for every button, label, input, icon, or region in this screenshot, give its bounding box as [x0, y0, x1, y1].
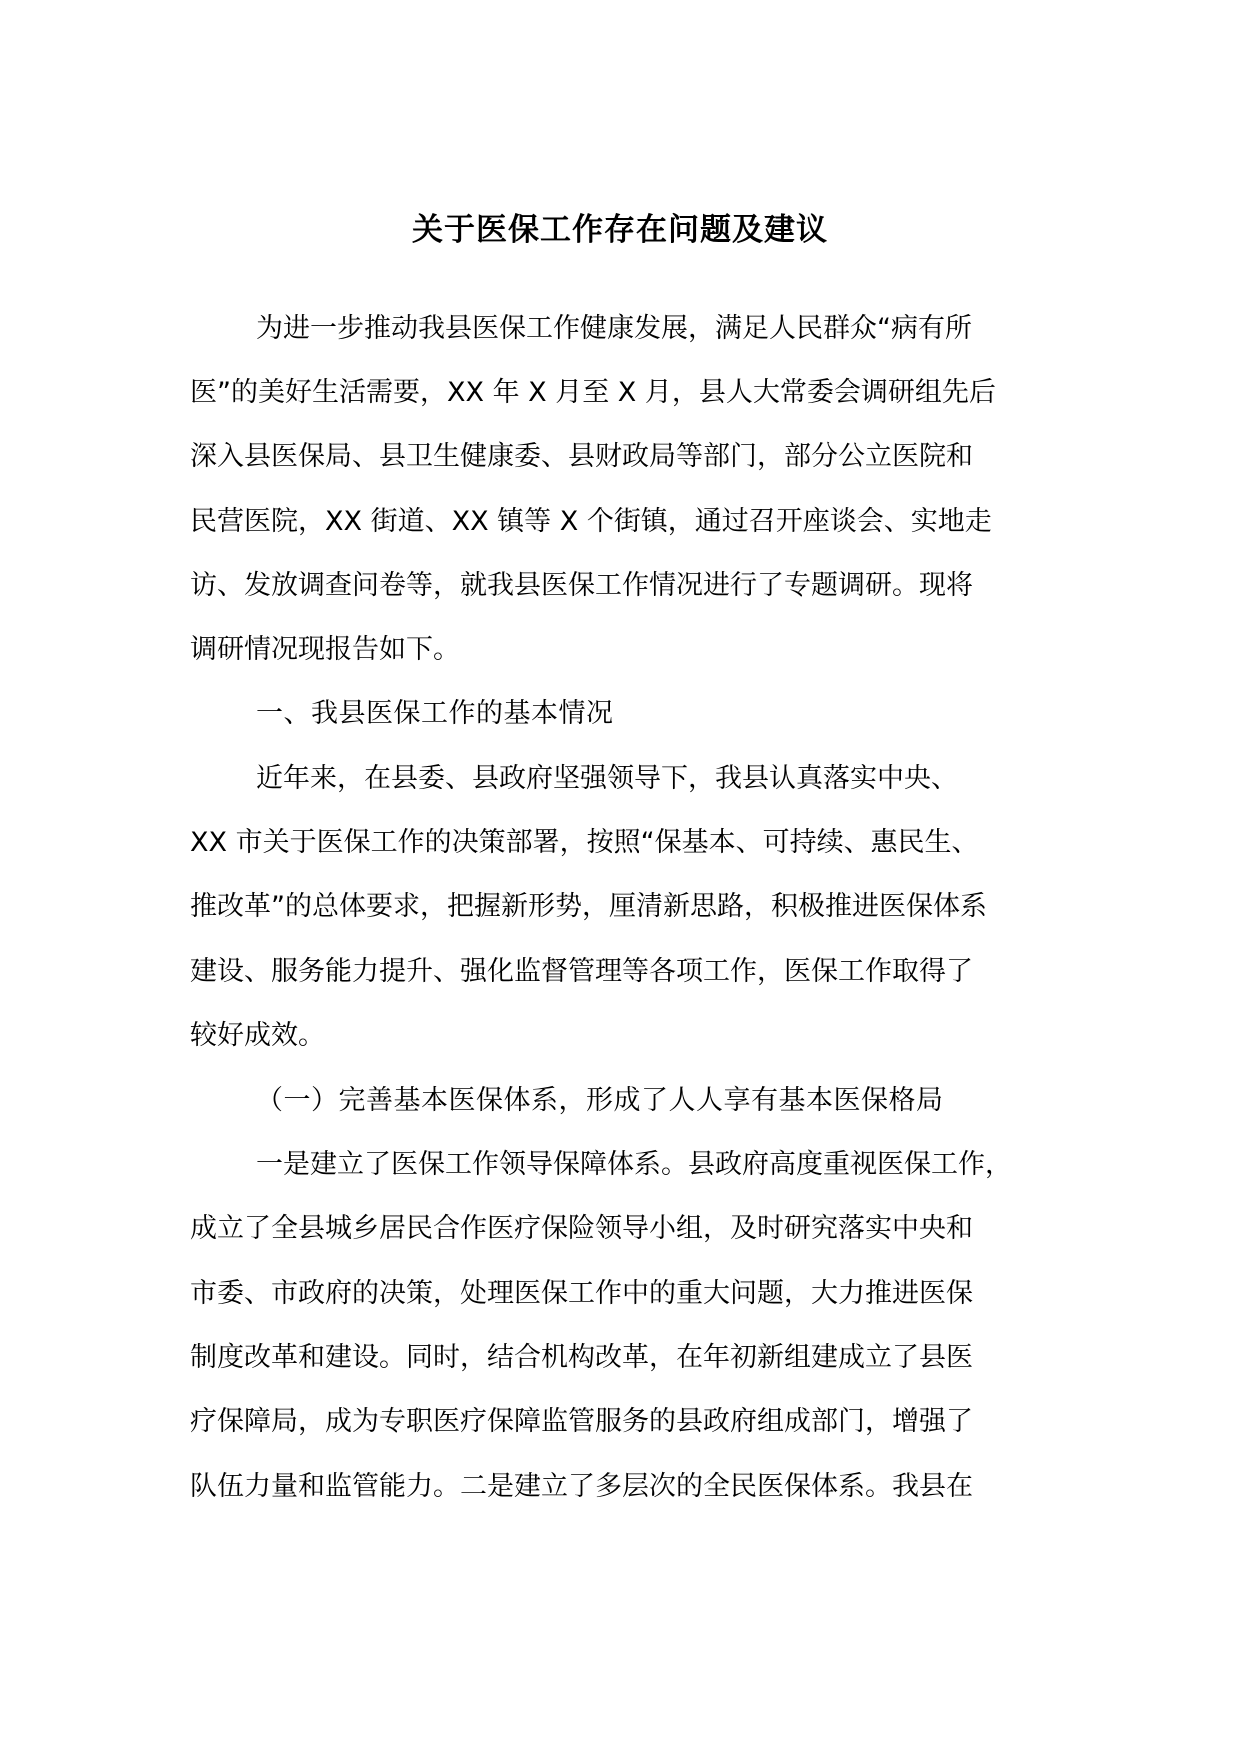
paragraph-line: 建设、服务能力提升、强化监督管理等各项工作，医保工作取得了: [190, 956, 973, 987]
paragraph-line: 制度改革和建设。同时，结合机构改革，在年初新组建成立了县医: [190, 1342, 973, 1373]
paragraph-line: 民营医院，XX 街道、XX 镇等 X 个街镇，通过召开座谈会、实地走: [190, 506, 992, 537]
paragraph-line: 医”的美好生活需要，XX 年 X 月至 X 月，县人大常委会调研组先后: [190, 377, 996, 408]
paragraph-line: 队伍力量和监管能力。二是建立了多层次的全民医保体系。我县在: [190, 1471, 973, 1502]
paragraph-line: 近年来，在县委、县政府坚强领导下，我县认真落实中央、: [256, 763, 958, 794]
paragraph-line: 成立了全县城乡居民合作医疗保险领导小组，及时研究落实中央和: [190, 1213, 973, 1244]
document-title: 关于医保工作存在问题及建议: [412, 212, 828, 248]
section-heading: 一、我县医保工作的基本情况: [256, 698, 614, 729]
paragraph-line: 访、发放调查问卷等，就我县医保工作情况进行了专题调研。现将: [190, 570, 973, 601]
subsection-heading: （一）完善基本医保体系，形成了人人享有基本医保格局: [256, 1085, 944, 1116]
paragraph-line: XX 市关于医保工作的决策部署，按照“保基本、可持续、惠民生、: [190, 827, 979, 858]
paragraph-line: 为进一步推动我县医保工作健康发展，满足人民群众“病有所: [256, 313, 972, 344]
paragraph-line: 调研情况现报告如下。: [190, 634, 460, 665]
paragraph-line: 疗保障局，成为专职医疗保障监管服务的县政府组成部门，增强了: [190, 1406, 973, 1437]
paragraph-line: 推改革”的总体要求，把握新形势，厘清新思路，积极推进医保体系: [190, 891, 987, 922]
paragraph-line: 深入县医保局、县卫生健康委、县财政局等部门，部分公立医院和: [190, 441, 973, 472]
paragraph-line: 市委、市政府的决策，处理医保工作中的重大问题，大力推进医保: [190, 1278, 973, 1309]
paragraph-line: 一是建立了医保工作领导保障体系。县政府高度重视医保工作，: [256, 1149, 1012, 1180]
paragraph-line: 较好成效。: [190, 1020, 325, 1051]
